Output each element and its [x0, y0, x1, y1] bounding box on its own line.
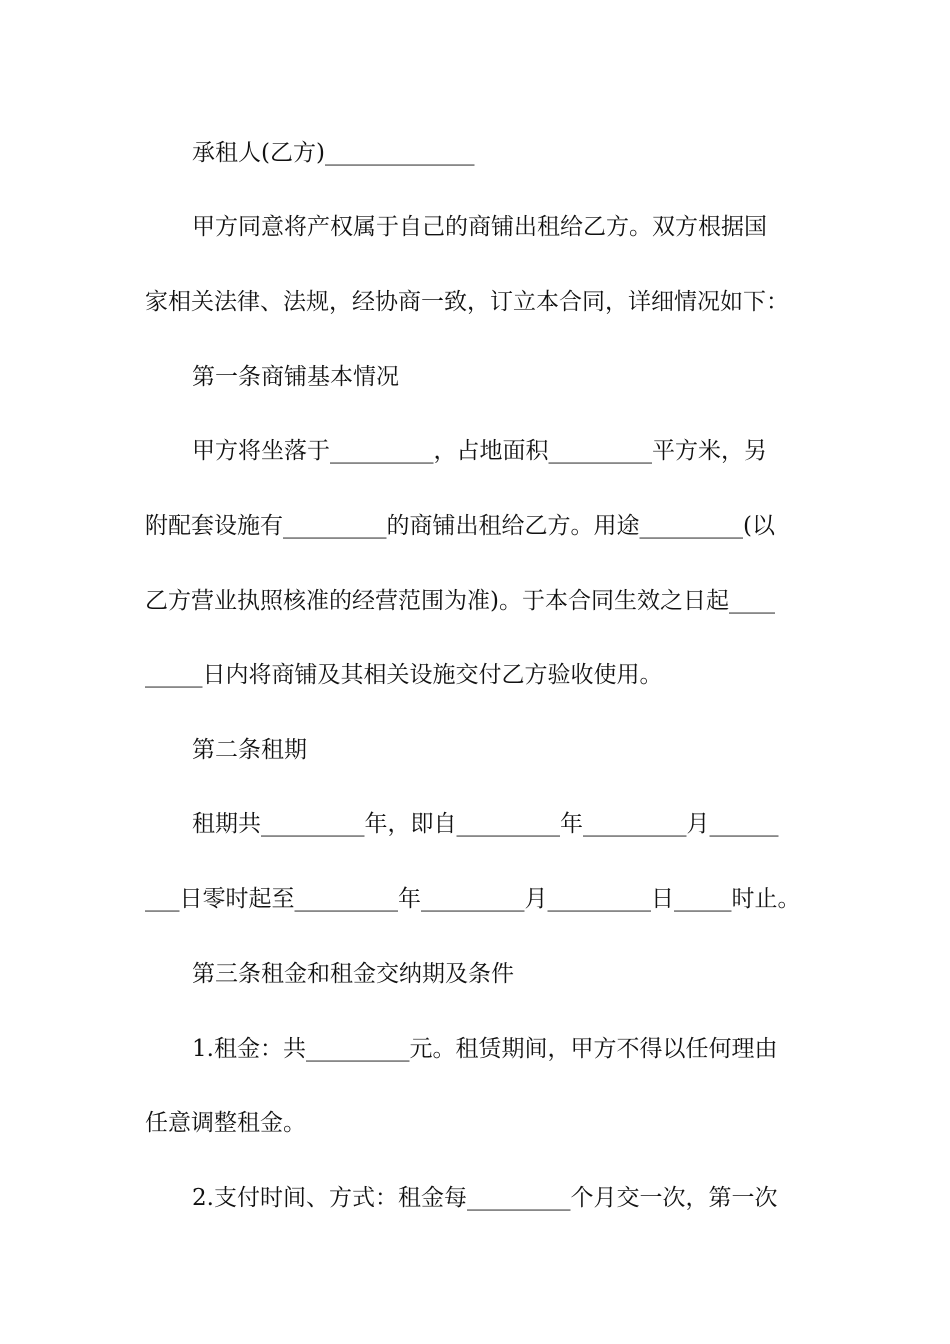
article-1-text-line-3: 乙方营业执照核准的经营范围为准)。于本合同生效之日起____	[145, 588, 775, 614]
article-1-text-line-4: _____日内将商铺及其相关设施交付乙方验收使用。	[145, 662, 663, 688]
article-2-text-line-2: ___日零时起至_________年_________月_________日_____时止。	[145, 886, 801, 912]
article-3-item-2-line-1: 2.支付时间、方式：租金每_________个月交一次，第一次	[192, 1185, 778, 1211]
article-1-text-line-2: 附配套设施有_________的商铺出租给乙方。用途_________(以	[145, 513, 775, 539]
article-3-item-1-line-2: 任意调整租金。	[145, 1110, 306, 1136]
article-2-text-line-1: 租期共_________年，即自_________年_________月______	[192, 811, 779, 837]
agreement-paragraph-line-1: 甲方同意将产权属于自己的商铺出租给乙方。双方根据国	[192, 214, 767, 240]
article-1-text-line-1: 甲方将坐落于_________，占地面积_________平方米，另	[192, 438, 767, 464]
article-1-heading: 第一条商铺基本情况	[192, 364, 399, 390]
lessee-party-line: 承租人(乙方)_____________	[192, 140, 475, 166]
agreement-paragraph-line-2: 家相关法律、法规，经协商一致，订立本合同，详细情况如下：	[145, 289, 789, 315]
article-2-heading: 第二条租期	[192, 737, 307, 763]
article-3-item-1-line-1: 1.租金：共_________元。租赁期间，甲方不得以任何理由	[192, 1036, 778, 1062]
article-3-heading: 第三条租金和租金交纳期及条件	[192, 961, 514, 987]
